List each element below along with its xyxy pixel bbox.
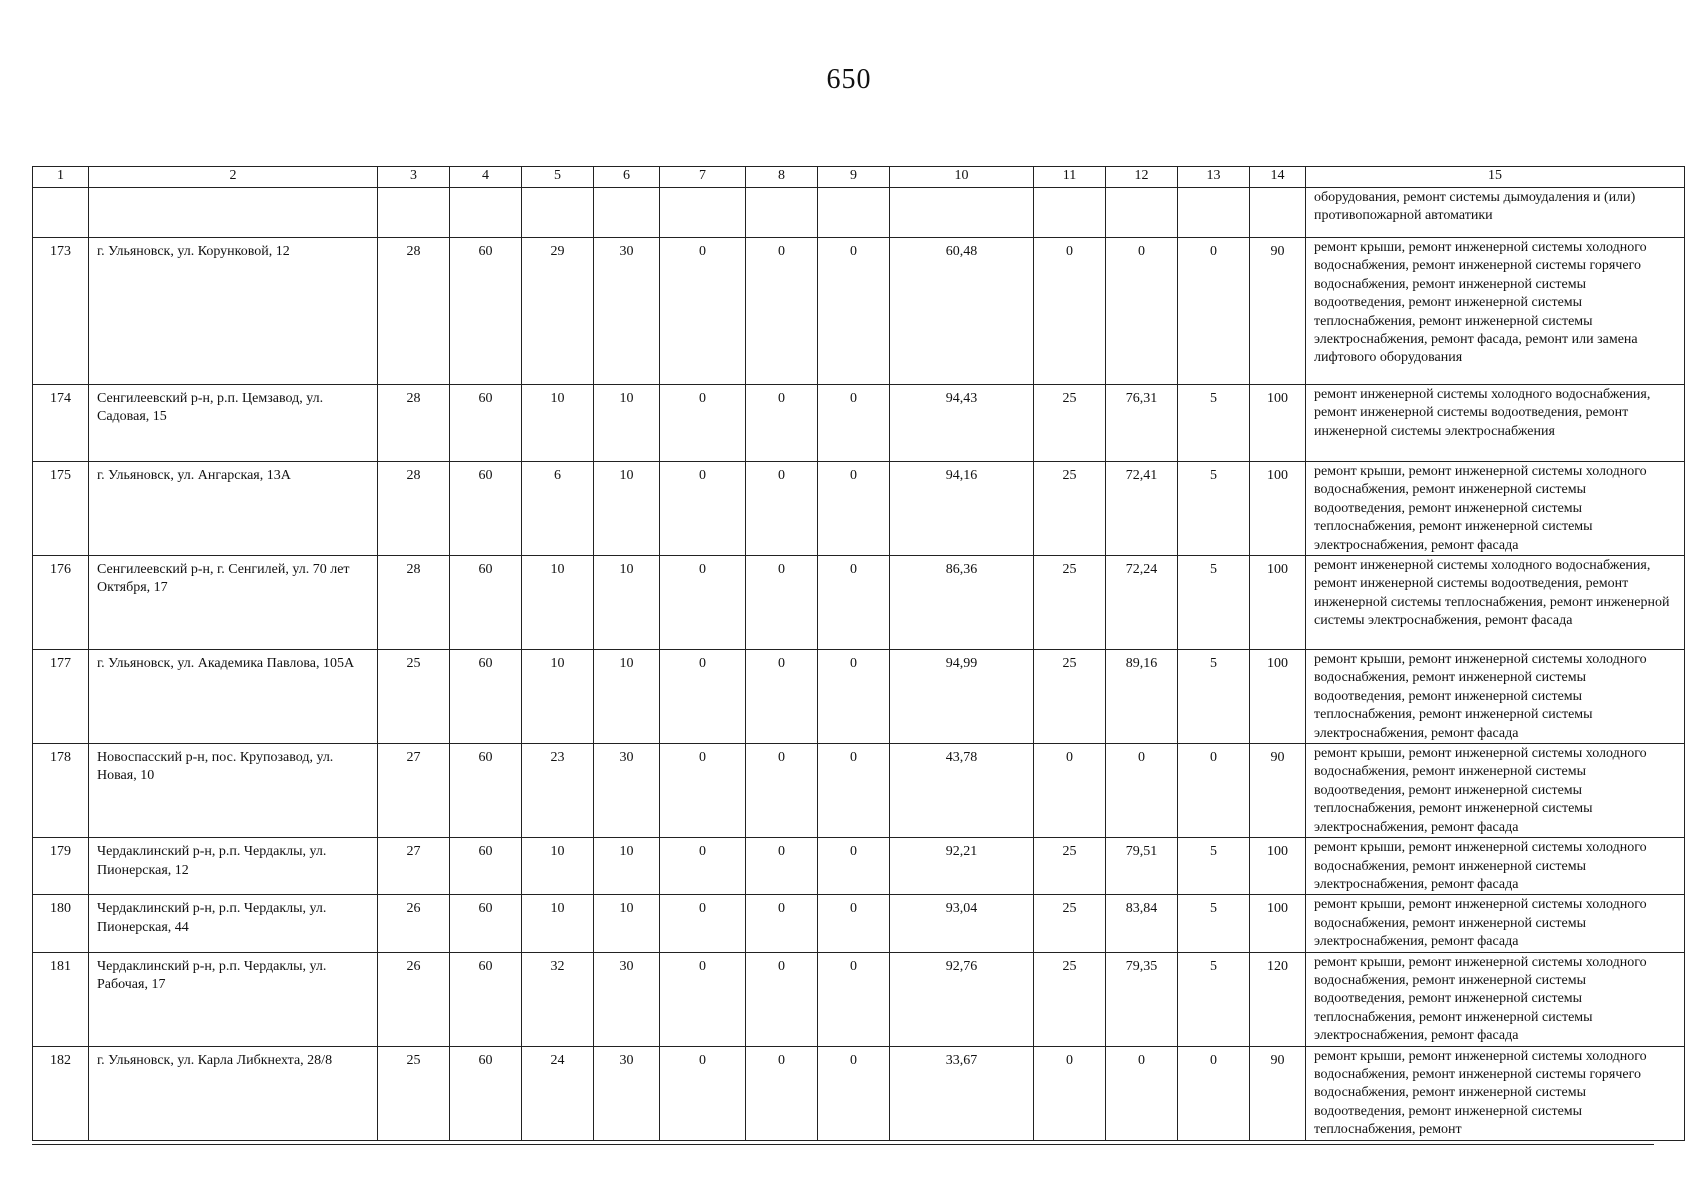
- table-cell-col-5: 23: [522, 744, 594, 838]
- table-row: [33, 838, 1685, 895]
- table-cell-col-7: 0: [660, 1046, 746, 1140]
- table-row: [33, 462, 1685, 556]
- table-cell-col-6: 10: [594, 895, 660, 952]
- repair-works-cell: ремонт крыши, ремонт инженерной системы холодного водоснабжения, ремонт инженерной системы водоотведения, ремонт инженерной системы теплоснабжения, ремонт инженерной системы электроснабжения, ремонт фасада: [1306, 650, 1685, 744]
- table-cell-col-5: 10: [522, 895, 594, 952]
- table-cell-col-6: 10: [594, 462, 660, 556]
- table-cell-col-8: 0: [746, 556, 818, 650]
- table-row: [33, 556, 1685, 650]
- table-cell-col-13: 5: [1178, 462, 1250, 556]
- table-cell-col-14: 90: [1250, 744, 1306, 838]
- table-cell-col-3: 27: [378, 744, 450, 838]
- table-cell-col-14: [1250, 188, 1306, 238]
- table-cell-col-4: 60: [450, 952, 522, 1046]
- table-cell-col-12: 72,24: [1106, 556, 1178, 650]
- table-cell-col-3: 28: [378, 385, 450, 462]
- table-cell-col-9: 0: [818, 744, 890, 838]
- repair-works-cell: ремонт крыши, ремонт инженерной системы холодного водоснабжения, ремонт инженерной системы водоотведения, ремонт инженерной системы теплоснабжения, ремонт инженерной системы электроснабжения, ремонт фасада: [1306, 462, 1685, 556]
- row-number-cell: [33, 188, 89, 238]
- table-cell-col-5: 10: [522, 650, 594, 744]
- table-row: [33, 744, 1685, 838]
- data-table-container: [32, 166, 1670, 1141]
- row-number-cell: 174: [33, 385, 89, 462]
- table-cell-col-4: 60: [450, 462, 522, 556]
- table-cell-col-13: 0: [1178, 744, 1250, 838]
- table-cell-col-4: [450, 188, 522, 238]
- column-header-10: 10: [890, 167, 1034, 188]
- address-cell: Чердаклинский р-н, р.п. Чердаклы, ул. Пионерская, 44: [89, 895, 378, 952]
- address-cell: Новоспасский р-н, пос. Крупозавод, ул. Новая, 10: [89, 744, 378, 838]
- table-cell-col-10: 94,99: [890, 650, 1034, 744]
- column-header-7: 7: [660, 167, 746, 188]
- table-cell-col-12: 0: [1106, 744, 1178, 838]
- table-row: [33, 650, 1685, 744]
- table-cell-col-14: 90: [1250, 238, 1306, 385]
- table-cell-col-11: 25: [1034, 952, 1106, 1046]
- table-cell-col-8: 0: [746, 895, 818, 952]
- row-number-cell: 180: [33, 895, 89, 952]
- table-cell-col-6: 10: [594, 650, 660, 744]
- table-cell-col-12: 72,41: [1106, 462, 1178, 556]
- table-cell-col-11: 25: [1034, 838, 1106, 895]
- table-cell-col-12: 0: [1106, 1046, 1178, 1140]
- address-cell: г. Ульяновск, ул. Карла Либкнехта, 28/8: [89, 1046, 378, 1140]
- table-cell-col-7: 0: [660, 650, 746, 744]
- table-cell-col-3: 25: [378, 1046, 450, 1140]
- table-cell-col-8: 0: [746, 238, 818, 385]
- address-cell: [89, 188, 378, 238]
- table-cell-col-7: 0: [660, 744, 746, 838]
- table-cell-col-9: 0: [818, 895, 890, 952]
- table-cell-col-10: 43,78: [890, 744, 1034, 838]
- repair-works-cell: оборудования, ремонт системы дымоудаления и (или) противопожарной автоматики: [1306, 188, 1685, 238]
- repair-works-cell: ремонт инженерной системы холодного водоснабжения, ремонт инженерной системы водоотведения, ремонт инженерной системы теплоснабжения, ремонт инженерной системы электроснабжения, ремонт фасада: [1306, 556, 1685, 650]
- table-cell-col-11: 25: [1034, 556, 1106, 650]
- table-cell-col-3: 28: [378, 238, 450, 385]
- table-cell-col-5: 6: [522, 462, 594, 556]
- repair-works-cell: ремонт крыши, ремонт инженерной системы холодного водоснабжения, ремонт инженерной системы водоотведения, ремонт инженерной системы теплоснабжения, ремонт инженерной системы электроснабжения, ремонт фасада: [1306, 952, 1685, 1046]
- table-cell-col-11: 25: [1034, 650, 1106, 744]
- table-cell-col-4: 60: [450, 895, 522, 952]
- row-number-cell: 181: [33, 952, 89, 1046]
- table-cell-col-8: 0: [746, 462, 818, 556]
- table-row: [33, 952, 1685, 1046]
- page-number: 650: [826, 64, 872, 95]
- table-cell-col-3: 26: [378, 895, 450, 952]
- table-row: [33, 188, 1685, 238]
- table-cell-col-7: 0: [660, 556, 746, 650]
- address-cell: Чердаклинский р-н, р.п. Чердаклы, ул. Рабочая, 17: [89, 952, 378, 1046]
- table-cell-col-6: 30: [594, 744, 660, 838]
- table-cell-col-3: 27: [378, 838, 450, 895]
- column-header-12: 12: [1106, 167, 1178, 188]
- column-header-5: 5: [522, 167, 594, 188]
- table-cell-col-9: [818, 188, 890, 238]
- table-cell-col-9: 0: [818, 952, 890, 1046]
- table-row: [33, 238, 1685, 385]
- table-cell-col-9: 0: [818, 385, 890, 462]
- table-cell-col-11: [1034, 188, 1106, 238]
- table-cell-col-13: 5: [1178, 895, 1250, 952]
- table-cell-col-7: 0: [660, 462, 746, 556]
- table-cell-col-8: [746, 188, 818, 238]
- column-header-3: 3: [378, 167, 450, 188]
- table-cell-col-4: 60: [450, 744, 522, 838]
- table-cell-col-4: 60: [450, 556, 522, 650]
- table-cell-col-13: 5: [1178, 556, 1250, 650]
- row-number-cell: 178: [33, 744, 89, 838]
- table-cell-col-7: 0: [660, 952, 746, 1046]
- table-cell-col-12: 0: [1106, 238, 1178, 385]
- table-cell-col-3: 26: [378, 952, 450, 1046]
- table-cell-col-13: 5: [1178, 952, 1250, 1046]
- table-cell-col-14: 100: [1250, 895, 1306, 952]
- table-cell-col-10: 60,48: [890, 238, 1034, 385]
- table-cell-col-13: 0: [1178, 1046, 1250, 1140]
- address-cell: г. Ульяновск, ул. Корунковой, 12: [89, 238, 378, 385]
- table-cell-col-12: 79,51: [1106, 838, 1178, 895]
- table-cell-col-9: 0: [818, 462, 890, 556]
- column-header-11: 11: [1034, 167, 1106, 188]
- address-cell: Сенгилеевский р-н, г. Сенгилей, ул. 70 лет Октября, 17: [89, 556, 378, 650]
- table-row: [33, 895, 1685, 952]
- table-cell-col-9: 0: [818, 650, 890, 744]
- table-cell-col-10: 94,16: [890, 462, 1034, 556]
- table-cell-col-9: 0: [818, 556, 890, 650]
- table-cell-col-13: 5: [1178, 650, 1250, 744]
- column-number-row: [33, 167, 1685, 188]
- table-cell-col-5: [522, 188, 594, 238]
- table-cell-col-7: [660, 188, 746, 238]
- repair-works-cell: ремонт крыши, ремонт инженерной системы холодного водоснабжения, ремонт инженерной системы электроснабжения, ремонт фасада: [1306, 838, 1685, 895]
- column-header-6: 6: [594, 167, 660, 188]
- column-header-9: 9: [818, 167, 890, 188]
- table-cell-col-7: 0: [660, 238, 746, 385]
- row-number-cell: 175: [33, 462, 89, 556]
- table-cell-col-11: 0: [1034, 744, 1106, 838]
- table-cell-col-5: 10: [522, 838, 594, 895]
- column-header-2: 2: [89, 167, 378, 188]
- table-cell-col-10: [890, 188, 1034, 238]
- table-cell-col-11: 0: [1034, 238, 1106, 385]
- table-cell-col-14: 100: [1250, 462, 1306, 556]
- table-cell-col-4: 60: [450, 385, 522, 462]
- repair-works-cell: ремонт крыши, ремонт инженерной системы холодного водоснабжения, ремонт инженерной системы электроснабжения, ремонт фасада: [1306, 895, 1685, 952]
- row-number-cell: 177: [33, 650, 89, 744]
- table-cell-col-11: 25: [1034, 385, 1106, 462]
- table-cell-col-12: [1106, 188, 1178, 238]
- table-cell-col-6: 30: [594, 1046, 660, 1140]
- table-cell-col-11: 0: [1034, 1046, 1106, 1140]
- row-number-cell: 182: [33, 1046, 89, 1140]
- column-header-8: 8: [746, 167, 818, 188]
- table-row: [33, 1046, 1685, 1140]
- table-cell-col-13: 5: [1178, 838, 1250, 895]
- table-cell-col-11: 25: [1034, 462, 1106, 556]
- repair-works-cell: ремонт крыши, ремонт инженерной системы холодного водоснабжения, ремонт инженерной системы водоотведения, ремонт инженерной системы теплоснабжения, ремонт инженерной системы электроснабжения, ремонт фасада: [1306, 744, 1685, 838]
- column-header-4: 4: [450, 167, 522, 188]
- address-cell: Чердаклинский р-н, р.п. Чердаклы, ул. Пионерская, 12: [89, 838, 378, 895]
- column-header-1: 1: [33, 167, 89, 188]
- table-cell-col-3: 25: [378, 650, 450, 744]
- table-cell-col-6: 10: [594, 385, 660, 462]
- row-number-cell: 173: [33, 238, 89, 385]
- table-cell-col-5: 32: [522, 952, 594, 1046]
- table-cell-col-8: 0: [746, 385, 818, 462]
- table-cell-col-6: 30: [594, 952, 660, 1046]
- address-cell: г. Ульяновск, ул. Ангарская, 13А: [89, 462, 378, 556]
- table-cell-col-9: 0: [818, 1046, 890, 1140]
- table-cell-col-4: 60: [450, 650, 522, 744]
- row-number-cell: 179: [33, 838, 89, 895]
- table-cell-col-11: 25: [1034, 895, 1106, 952]
- table-cell-col-10: 94,43: [890, 385, 1034, 462]
- repair-works-cell: ремонт крыши, ремонт инженерной системы холодного водоснабжения, ремонт инженерной системы горячего водоснабжения, ремонт инженерной системы водоотведения, ремонт инженерной системы теплоснабжения, ремонт инженерной системы электроснабжения, ремонт фасада, ремонт или замена лифтового оборудования: [1306, 238, 1685, 385]
- table-cell-col-14: 120: [1250, 952, 1306, 1046]
- table-bottom-border: [32, 1144, 1654, 1145]
- table-cell-col-8: 0: [746, 650, 818, 744]
- table-cell-col-14: 100: [1250, 556, 1306, 650]
- table-cell-col-9: 0: [818, 838, 890, 895]
- table-cell-col-14: 100: [1250, 838, 1306, 895]
- table-cell-col-8: 0: [746, 952, 818, 1046]
- table-cell-col-12: 79,35: [1106, 952, 1178, 1046]
- table-cell-col-10: 92,76: [890, 952, 1034, 1046]
- table-cell-col-7: 0: [660, 385, 746, 462]
- table-cell-col-4: 60: [450, 1046, 522, 1140]
- column-header-15: 15: [1306, 167, 1685, 188]
- table-cell-col-13: 0: [1178, 238, 1250, 385]
- row-number-cell: 176: [33, 556, 89, 650]
- table-cell-col-8: 0: [746, 838, 818, 895]
- table-cell-col-5: 24: [522, 1046, 594, 1140]
- address-cell: г. Ульяновск, ул. Академика Павлова, 105А: [89, 650, 378, 744]
- table-cell-col-12: 89,16: [1106, 650, 1178, 744]
- table-cell-col-3: [378, 188, 450, 238]
- table-cell-col-10: 86,36: [890, 556, 1034, 650]
- table-cell-col-4: 60: [450, 838, 522, 895]
- table-cell-col-7: 0: [660, 895, 746, 952]
- table-cell-col-6: 30: [594, 238, 660, 385]
- table-cell-col-4: 60: [450, 238, 522, 385]
- table-row: [33, 385, 1685, 462]
- table-cell-col-13: 5: [1178, 385, 1250, 462]
- table-cell-col-6: 10: [594, 556, 660, 650]
- table-cell-col-5: 10: [522, 385, 594, 462]
- table-cell-col-13: [1178, 188, 1250, 238]
- table-cell-col-14: 100: [1250, 385, 1306, 462]
- table-cell-col-6: 10: [594, 838, 660, 895]
- table-body: [33, 188, 1685, 1141]
- table-cell-col-7: 0: [660, 838, 746, 895]
- repair-program-table: [32, 166, 1685, 1141]
- table-cell-col-10: 92,21: [890, 838, 1034, 895]
- table-cell-col-10: 33,67: [890, 1046, 1034, 1140]
- table-cell-col-14: 90: [1250, 1046, 1306, 1140]
- table-cell-col-3: 28: [378, 556, 450, 650]
- address-cell: Сенгилеевский р-н, р.п. Цемзавод, ул. Садовая, 15: [89, 385, 378, 462]
- table-cell-col-12: 83,84: [1106, 895, 1178, 952]
- repair-works-cell: ремонт крыши, ремонт инженерной системы холодного водоснабжения, ремонт инженерной системы горячего водоснабжения, ремонт инженерной системы водоотведения, ремонт инженерной системы теплоснабжения, ремонт: [1306, 1046, 1685, 1140]
- column-header-14: 14: [1250, 167, 1306, 188]
- table-cell-col-12: 76,31: [1106, 385, 1178, 462]
- table-cell-col-14: 100: [1250, 650, 1306, 744]
- table-cell-col-10: 93,04: [890, 895, 1034, 952]
- table-cell-col-6: [594, 188, 660, 238]
- table-cell-col-5: 29: [522, 238, 594, 385]
- table-cell-col-8: 0: [746, 1046, 818, 1140]
- table-cell-col-5: 10: [522, 556, 594, 650]
- repair-works-cell: ремонт инженерной системы холодного водоснабжения, ремонт инженерной системы водоотведения, ремонт инженерной системы электроснабжения: [1306, 385, 1685, 462]
- column-header-13: 13: [1178, 167, 1250, 188]
- table-cell-col-8: 0: [746, 744, 818, 838]
- table-cell-col-3: 28: [378, 462, 450, 556]
- table-cell-col-9: 0: [818, 238, 890, 385]
